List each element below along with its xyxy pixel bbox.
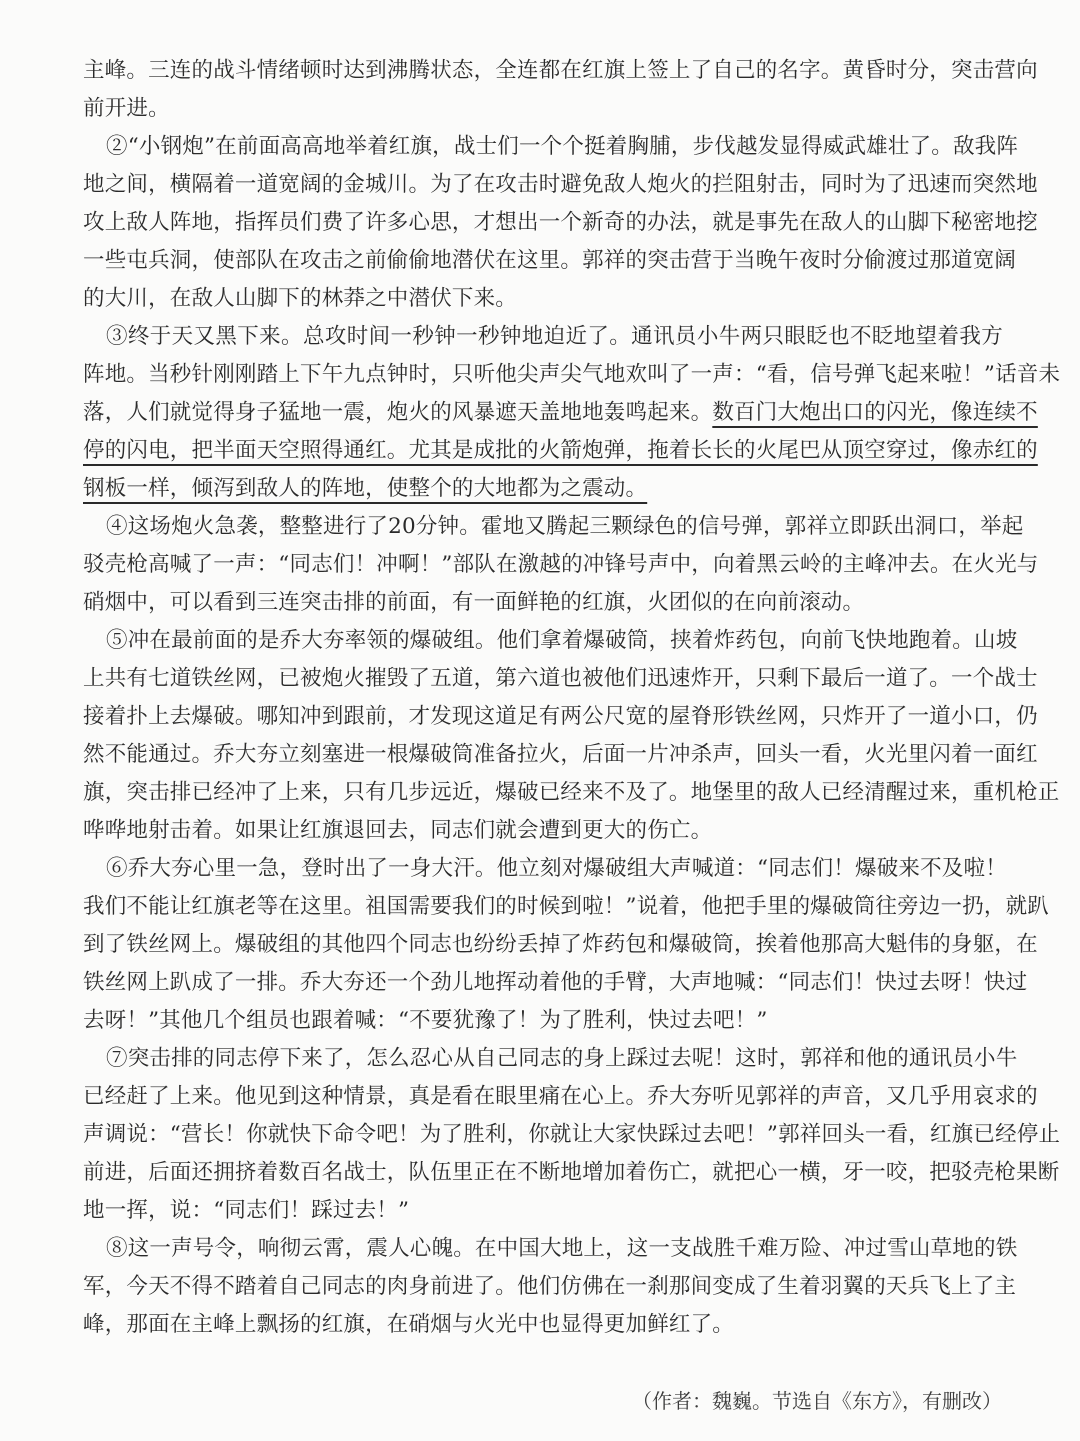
text-line: 上共有七道铁丝网，已被炮火摧毁了五道，第六道也被他们迅速炸开，只剩下最后一道了。一个战士 bbox=[83, 666, 1038, 691]
paragraph-7-start: ⑦突击排的同志停下来了，怎么忍心从自己同志的身上踩过去呢！这时，郭祥和他的通讯员小牛 bbox=[106, 1046, 1018, 1071]
text-line: 驳壳枪高喊了一声：“同志们！冲啊！”部队在激越的冲锋号声中，向着黑云岭的主峰冲去。在火光与 bbox=[83, 552, 1039, 577]
text-line: 阵地。当秒针刚刚踏上下午九点钟时，只听他尖声尖气地欢叫了一声：“看，信号弹飞起来啦！”话音未 bbox=[83, 362, 1061, 387]
text-line: 已经赶了上来。他见到这种情景，真是看在眼里痛在心上。乔大夯听见郭祥的声音，又几乎用哀求的 bbox=[83, 1084, 1038, 1109]
paragraph-5-start: ⑤冲在最前面的是乔大夯率领的爆破组。他们拿着爆破筒，挟着炸药包，向前飞快地跑着。山坡 bbox=[106, 628, 1018, 653]
text-line: 主峰。三连的战斗情绪顿时达到沸腾状态，全连都在红旗上签上了自己的名字。黄昏时分，突击营向 bbox=[83, 58, 1038, 83]
text-line: 声调说：“营长！你就快下命令吧！为了胜利，你就让大家快踩过去吧！”郭祥回头一看，红旗已经停止 bbox=[83, 1122, 1061, 1147]
text-line: 到了铁丝网上。爆破组的其他四个同志也纷纷丢掉了炸药包和爆破筒，挨着他那高大魁伟的身躯，在 bbox=[83, 932, 1038, 957]
text-line: 地之间，横隔着一道宽阔的金城川。为了在攻击时避免敌人炮火的拦阻射击，同时为了迅速而突然地 bbox=[83, 172, 1038, 197]
text-line: 然不能通过。乔大夯立刻塞进一根爆破筒准备拉火，后面一片冲杀声，回头一看，火光里闪着一面红 bbox=[83, 742, 1038, 767]
text-line: 前开进。 bbox=[83, 96, 170, 121]
text-line: 接着扑上去爆破。哪知冲到跟前，才发现这道足有两公尺宽的屋脊形铁丝网，只炸开了一道小口，仍 bbox=[83, 704, 1038, 729]
text-line: 铁丝网上趴成了一排。乔大夯还一个劲儿地挥动着他的手臂，大声地喊：“同志们！快过去呀！快过 bbox=[83, 970, 1028, 995]
text-line: 我们不能让红旗老等在这里。祖国需要我们的时候到啦！”说着，他把手里的爆破筒往旁边一扔，就趴 bbox=[83, 894, 1049, 919]
text-line: 哗哗地射击着。如果让红旗退回去，同志们就会遭到更大的伤亡。 bbox=[83, 818, 713, 843]
text-line: 地一挥，说：“同志们！踩过去！” bbox=[83, 1198, 410, 1223]
text-line: 一些屯兵洞，使部队在攻击之前偷偷地潜伏在这里。郭祥的突击营于当晚午夜时分偷渡过那道宽阔 bbox=[83, 248, 1017, 273]
passage-body bbox=[83, 52, 1061, 1344]
plain-segment: 落，人们就觉得身子猛地一震，炮火的风暴遮天盖地地轰鸣起来。 bbox=[83, 400, 713, 425]
text-line: 攻上敌人阵地，指挥员们费了许多心思，才想出一个新奇的办法，就是事先在敌人的山脚下秘密地挖 bbox=[83, 210, 1038, 235]
text-line: 峰，那面在主峰上飘扬的红旗，在硝烟与火光中也显得更加鲜红了。 bbox=[83, 1312, 735, 1337]
paragraph-6-start: ⑥乔大夯心里一急，登时出了一身大汗。他立刻对爆破组大声喊道：“同志们！爆破来不及啦！ bbox=[106, 856, 1007, 881]
underlined-segment: 数百门大炮出口的闪光，像连续不 bbox=[712, 400, 1038, 425]
underlined-line: 钢板一样，倾泻到敌人的阵地，使整个的大地都为之震动。 bbox=[83, 476, 648, 501]
underlined-line: 停的闪电，把半面天空照得通红。尤其是成批的火箭炮弹，拖着长长的火尾巴从顶空穿过，像赤红的 bbox=[83, 438, 1038, 463]
paragraph-4-start: ④这场炮火急袭，整整进行了20分钟。霍地又腾起三颗绿色的信号弹，郭祥立即跃出洞口，举起 bbox=[106, 514, 1024, 539]
text-line: 旗，突击排已经冲了上来，只有几步远近，爆破已经来不及了。地堡里的敌人已经清醒过来，重机枪正 bbox=[83, 780, 1060, 805]
paragraph-2-start: ②“小钢炮”在前面高高地举着红旗，战士们一个个挺着胸脯，步伐越发显得威武雄壮了。敌我阵 bbox=[106, 134, 1019, 159]
paragraph-8-start: ⑧这一声号令，响彻云霄，震人心魄。在中国大地上，这一支战胜千难万险、冲过雪山草地的铁 bbox=[106, 1236, 1018, 1261]
text-line: 去呀！”其他几个组员也跟着喊：“不要犹豫了！为了胜利，快过去吧！” bbox=[83, 1008, 768, 1033]
text-line: 的大川，在敌人山脚下的林莽之中潜伏下来。 bbox=[83, 286, 518, 311]
text-line: 前进，后面还拥挤着数百名战士，队伍里正在不断地增加着伤亡，就把心一横，牙一咬，把驳壳枪果断 bbox=[83, 1160, 1060, 1185]
text-line-mixed bbox=[83, 394, 1038, 432]
text-line: 硝烟中，可以看到三连突击排的前面，有一面鲜艳的红旗，火团似的在向前滚动。 bbox=[83, 590, 865, 615]
paragraph-3-start: ③终于天又黑下来。总攻时间一秒钟一秒钟地迫近了。通讯员小牛两只眼眨也不眨地望着我方 bbox=[106, 324, 1003, 349]
source-attribution: （作者：魏巍。节选自《东方》，有删改） bbox=[632, 1389, 1002, 1413]
text-line: 军，今天不得不踏着自己同志的肉身前进了。他们仿佛在一刹那间变成了生着羽翼的天兵飞上了主 bbox=[83, 1274, 1017, 1299]
